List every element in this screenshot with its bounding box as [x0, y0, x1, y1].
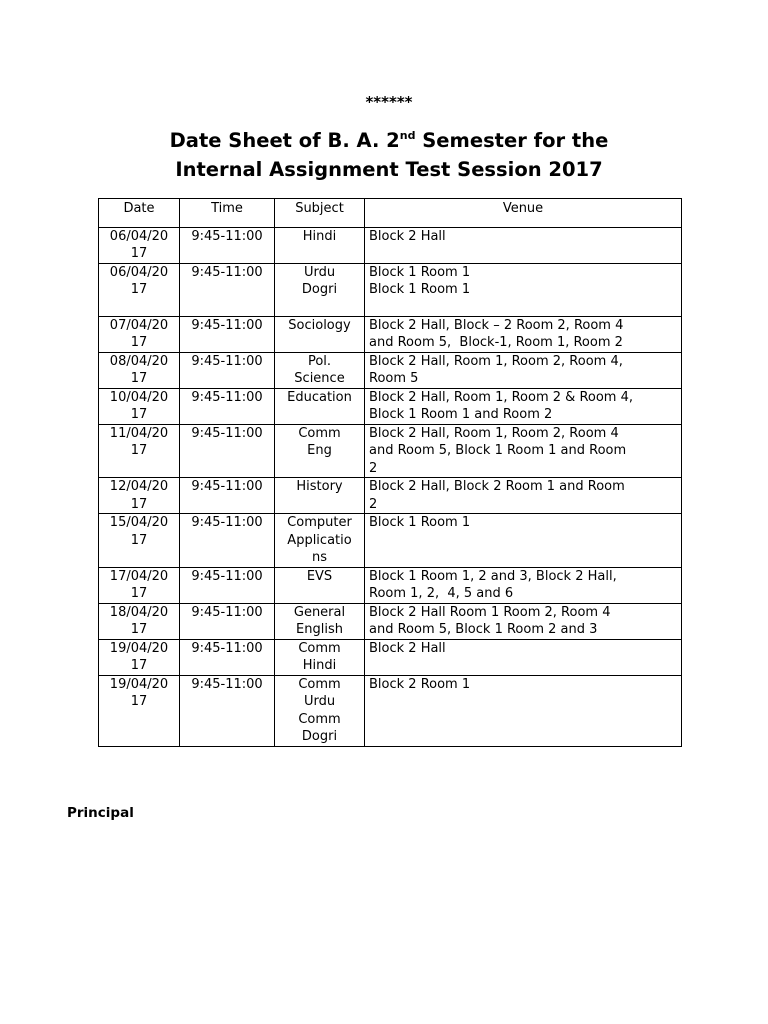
venue-cell: [365, 263, 682, 316]
date-cell-line: 17: [130, 443, 148, 458]
subject-cell-line: Dogri: [301, 282, 338, 297]
venue-cell-line: Block 2 Room 1: [369, 676, 471, 692]
date-cell: [99, 639, 180, 675]
subject-cell-line: Eng: [307, 443, 332, 458]
venue-cell-line: 2: [369, 496, 378, 512]
date-cell-line: 17: [130, 658, 148, 673]
subject-cell-line: Sociology: [288, 317, 351, 333]
subject-cell-line: Computer: [287, 515, 352, 530]
decorative-stars: ******: [365, 93, 413, 111]
date-cell-line: 11/04/20: [109, 425, 169, 441]
column-header-time: Time: [180, 199, 275, 228]
subject-cell-line: Comm: [298, 640, 341, 656]
subject-cell-line: General: [293, 604, 346, 620]
venue-cell-line: Block 1 Room 1: [369, 515, 471, 530]
subject-cell-line: History: [296, 479, 343, 494]
subject-cell: [275, 227, 365, 263]
column-header-subject: Subject: [275, 199, 365, 228]
table-row: [99, 424, 682, 478]
date-cell-line: 08/04/20: [109, 353, 169, 369]
venue-cell-line: and Room 5, Block 1 Room 1 and Room: [369, 443, 627, 458]
venue-cell: [365, 352, 682, 388]
time-cell: 9:45-11:00: [180, 567, 275, 603]
venue-cell: [365, 227, 682, 263]
date-cell: [99, 567, 180, 603]
table-body: [99, 227, 682, 746]
subject-cell-line: Pol.: [307, 353, 332, 369]
date-cell: [99, 316, 180, 352]
venue-cell-line: Block 2 Hall: [369, 640, 446, 656]
time-cell: 9:45-11:00: [180, 478, 275, 514]
date-cell-line: 17: [130, 586, 148, 601]
time-cell: 9:45-11:00: [180, 316, 275, 352]
date-cell-line: 10/04/20: [109, 389, 169, 405]
date-cell-line: 19/04/20: [109, 640, 169, 656]
subject-cell: [275, 316, 365, 352]
venue-cell-line: and Room 5, Block 1 Room 2 and 3: [369, 622, 598, 637]
page-title: [0, 126, 768, 184]
title-superscript: nd: [399, 129, 416, 142]
subject-cell-line: Urdu: [303, 694, 336, 709]
table-row: [99, 639, 682, 675]
subject-cell-line: EVS: [306, 568, 333, 584]
table-row: [99, 227, 682, 263]
date-cell: [99, 388, 180, 424]
subject-cell-line: English: [296, 622, 343, 637]
venue-cell-line: 2: [369, 460, 378, 476]
date-cell-line: 17/04/20: [109, 568, 169, 584]
date-cell-line: 06/04/20: [109, 264, 169, 280]
venue-cell: [365, 603, 682, 639]
table-row: [99, 316, 682, 352]
table-row: [99, 263, 682, 316]
date-cell: [99, 603, 180, 639]
venue-cell-line: Block 1 Room 1 and Room 2: [369, 407, 553, 422]
time-cell: 9:45-11:00: [180, 227, 275, 263]
date-cell-line: 17: [130, 282, 148, 297]
date-cell-line: 17: [130, 371, 148, 386]
venue-cell-line: Block 2 Hall: [369, 228, 446, 244]
venue-cell-line: Room 5: [369, 371, 419, 386]
date-sheet-table: [98, 198, 682, 747]
date-cell-line: 17: [130, 407, 148, 422]
venue-cell: [365, 424, 682, 478]
subject-cell-line: Comm: [298, 711, 341, 727]
table-row: [99, 514, 682, 568]
subject-cell: [275, 424, 365, 478]
venue-cell-line: Block 2 Hall, Room 1, Room 2, Room 4,: [369, 353, 623, 369]
time-cell: 9:45-11:00: [180, 352, 275, 388]
title-text: Date Sheet of B. A. 2: [169, 129, 400, 152]
time-cell: 9:45-11:00: [180, 639, 275, 675]
table-row: [99, 352, 682, 388]
date-cell-line: 18/04/20: [109, 604, 169, 620]
subject-cell: [275, 567, 365, 603]
table-row: [99, 388, 682, 424]
date-cell: [99, 263, 180, 316]
time-cell: 9:45-11:00: [180, 263, 275, 316]
date-cell: [99, 675, 180, 746]
subject-cell-line: Comm: [298, 676, 341, 692]
venue-cell: [365, 675, 682, 746]
date-cell-line: 17: [130, 496, 148, 512]
venue-cell: [365, 478, 682, 514]
subject-cell-line: Hindi: [302, 228, 337, 244]
date-cell-line: 17: [130, 246, 148, 261]
date-cell-line: 17: [130, 622, 148, 637]
subject-cell-line: Comm: [298, 425, 341, 441]
table-row: [99, 567, 682, 603]
subject-cell-line: Urdu: [303, 264, 336, 280]
venue-cell-line: Block 1 Room 1: [369, 282, 471, 297]
subject-cell-line: Science: [294, 371, 345, 386]
time-cell: 9:45-11:00: [180, 675, 275, 746]
time-cell: 9:45-11:00: [180, 603, 275, 639]
date-cell: [99, 424, 180, 478]
date-cell: [99, 352, 180, 388]
subject-cell: [275, 675, 365, 746]
venue-cell-line: Block 2 Hall Room 1 Room 2, Room 4: [369, 604, 611, 620]
venue-cell-line: Block 1 Room 1: [369, 264, 471, 280]
column-header-date: Date: [99, 199, 180, 228]
subject-cell: [275, 478, 365, 514]
subject-cell-line: ns: [311, 550, 327, 565]
subject-cell-line: Education: [287, 389, 352, 405]
venue-cell: [365, 388, 682, 424]
table-row: [99, 603, 682, 639]
date-cell: [99, 514, 180, 568]
table-header-row: [99, 199, 682, 228]
subject-cell: [275, 603, 365, 639]
subject-cell: [275, 639, 365, 675]
date-cell-line: 15/04/20: [109, 515, 169, 530]
column-header-venue: Venue: [365, 199, 682, 228]
venue-cell: [365, 514, 682, 568]
title-text-cont: Semester for the: [415, 129, 609, 152]
title-line-1: [0, 126, 768, 155]
venue-cell-line: Block 2 Hall, Block 2 Room 1 and Room: [369, 479, 625, 494]
venue-cell-line: Room 1, 2, 4, 5 and 6: [369, 586, 514, 601]
venue-cell-line: Block 1 Room 1, 2 and 3, Block 2 Hall,: [369, 568, 617, 584]
subject-cell: [275, 388, 365, 424]
venue-cell: [365, 639, 682, 675]
venue-cell-line: Block 2 Hall, Block – 2 Room 2, Room 4: [369, 317, 624, 333]
subject-cell-line: Dogri: [301, 729, 338, 744]
venue-cell: [365, 316, 682, 352]
subject-cell-line: Hindi: [302, 658, 337, 673]
venue-cell-line: and Room 5, Block-1, Room 1, Room 2: [369, 335, 623, 350]
date-cell-line: 07/04/20: [109, 317, 169, 333]
table-row: [99, 478, 682, 514]
time-cell: 9:45-11:00: [180, 424, 275, 478]
venue-cell-line: Block 2 Hall, Room 1, Room 2, Room 4: [369, 425, 619, 441]
subject-cell: [275, 263, 365, 316]
time-cell: 9:45-11:00: [180, 514, 275, 568]
date-cell-line: 17: [130, 694, 148, 709]
subject-cell: [275, 514, 365, 568]
date-cell-line: 06/04/20: [109, 228, 169, 244]
subject-cell-line: Applicatio: [287, 532, 352, 548]
time-cell: 9:45-11:00: [180, 388, 275, 424]
venue-cell: [365, 567, 682, 603]
venue-cell-line: Block 2 Hall, Room 1, Room 2 & Room 4,: [369, 389, 633, 405]
title-line-2: Internal Assignment Test Session 2017: [175, 158, 603, 181]
subject-cell: [275, 352, 365, 388]
date-cell-line: 19/04/20: [109, 676, 169, 692]
date-cell-line: 12/04/20: [109, 479, 169, 494]
date-cell: [99, 478, 180, 514]
table-row: [99, 675, 682, 746]
date-cell-line: 17: [130, 532, 148, 548]
date-cell-line: 17: [130, 335, 148, 350]
principal-signature: Principal: [67, 805, 134, 821]
date-cell: [99, 227, 180, 263]
